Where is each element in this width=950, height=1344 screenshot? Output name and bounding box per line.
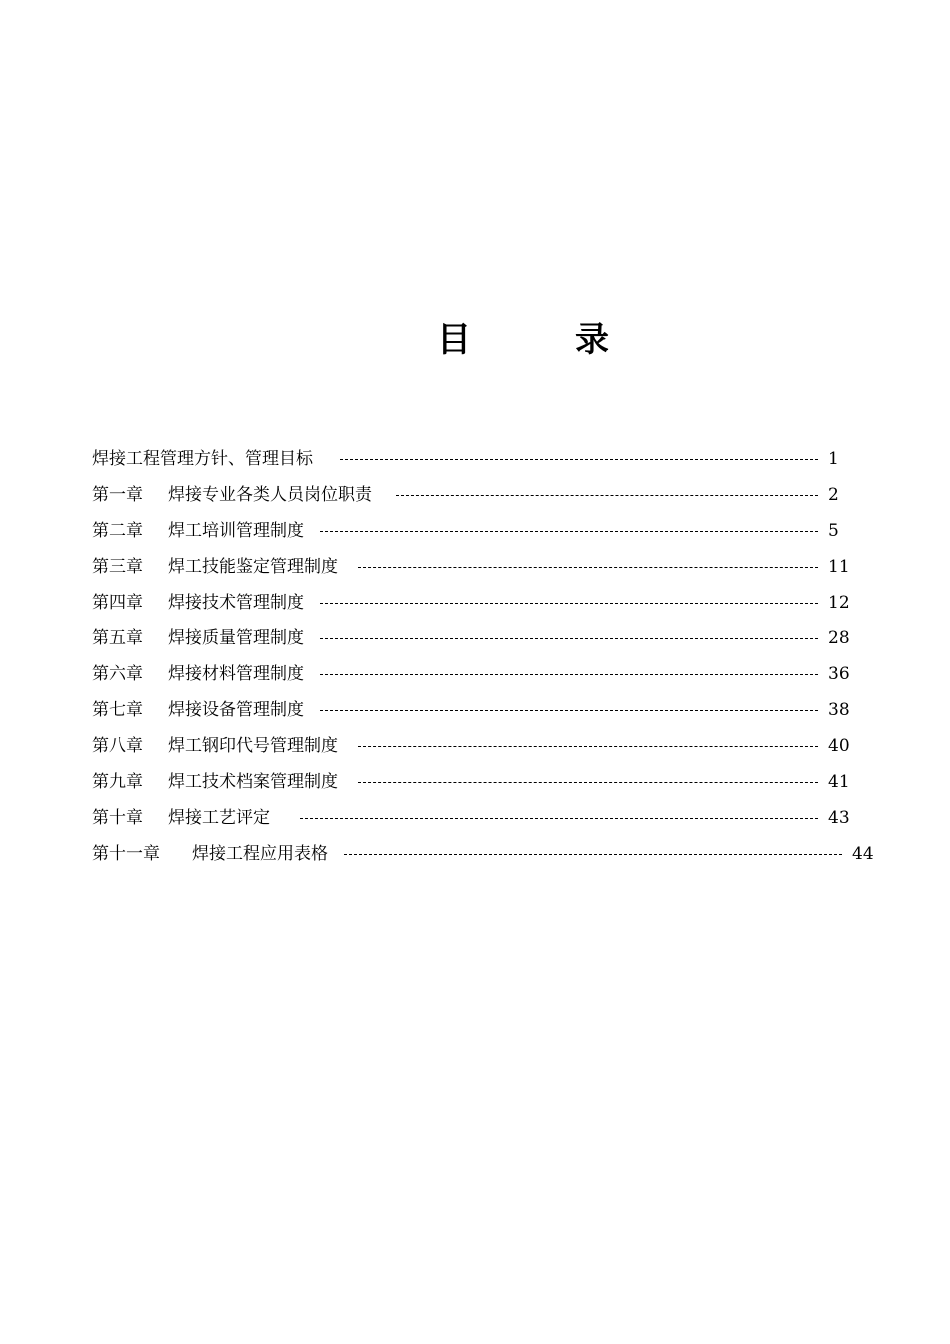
toc-entry[interactable] [0, 837, 950, 873]
toc-entry-page: 41 [828, 772, 850, 793]
toc-entry-page: 11 [828, 556, 850, 577]
toc-entry-chapter: 第四章 [92, 592, 143, 613]
toc-leader-dashes [396, 495, 818, 496]
toc-leader-dashes [358, 567, 818, 568]
toc-leader-dashes [358, 746, 818, 747]
toc-leader-dashes [320, 638, 818, 639]
toc-entry-name: 焊工技能鉴定管理制度 [168, 556, 338, 577]
toc-entry[interactable] [0, 514, 950, 550]
toc-leader-dashes [340, 459, 818, 460]
toc-entry-chapter: 第十章 [92, 807, 143, 828]
toc-entry[interactable] [0, 586, 950, 622]
toc-entry-name: 焊接工程管理方针、管理目标 [92, 449, 313, 469]
toc-entry-page: 36 [828, 664, 850, 685]
toc-entry-page: 12 [828, 592, 850, 613]
toc-list [0, 442, 950, 873]
toc-entry-page: 43 [828, 807, 850, 828]
toc-entry-name: 焊接工程应用表格 [192, 843, 328, 864]
toc-leader-dashes [320, 531, 818, 532]
toc-entry-page: 1 [828, 449, 839, 469]
toc-entry-chapter: 第六章 [92, 664, 143, 685]
toc-entry-chapter: 第八章 [92, 736, 143, 757]
toc-entry-chapter: 第二章 [92, 520, 143, 541]
toc-entry[interactable] [0, 478, 950, 514]
toc-leader-dashes [320, 674, 818, 675]
toc-entry-page: 28 [828, 628, 850, 649]
toc-entry-name: 焊接质量管理制度 [168, 628, 304, 649]
toc-leader-dashes [320, 710, 818, 711]
toc-entry[interactable] [0, 442, 950, 478]
toc-entry-page: 5 [828, 520, 839, 541]
toc-entry-chapter: 第三章 [92, 556, 143, 577]
toc-entry-name: 焊工钢印代号管理制度 [168, 736, 338, 757]
toc-entry-page: 40 [828, 736, 850, 757]
toc-entry-name: 焊接工艺评定 [168, 807, 270, 828]
toc-entry-chapter: 第十一章 [92, 843, 160, 864]
toc-entry-name: 焊接材料管理制度 [168, 664, 304, 685]
toc-entry[interactable] [0, 729, 950, 765]
toc-entry-page: 44 [852, 843, 874, 864]
toc-leader-dashes [344, 854, 842, 855]
toc-entry[interactable] [0, 693, 950, 729]
toc-entry-chapter: 第一章 [92, 484, 143, 505]
toc-entry[interactable] [0, 550, 950, 586]
toc-entry-name: 焊接专业各类人员岗位职责 [168, 484, 372, 505]
toc-title-char-1: 目 [437, 320, 471, 360]
toc-entry-page: 38 [828, 700, 850, 721]
toc-entry-name: 焊接设备管理制度 [168, 700, 304, 721]
toc-entry[interactable] [0, 765, 950, 801]
toc-entry-chapter: 第五章 [92, 628, 143, 649]
toc-entry[interactable] [0, 621, 950, 657]
toc-entry-name: 焊工技术档案管理制度 [168, 772, 338, 793]
toc-leader-dashes [300, 818, 818, 819]
toc-title-char-2: 录 [575, 320, 609, 360]
toc-entry-page: 2 [828, 484, 839, 505]
toc-entry-chapter: 第七章 [92, 700, 143, 721]
toc-leader-dashes [320, 603, 818, 604]
toc-entry-name: 焊工培训管理制度 [168, 520, 304, 541]
toc-entry-name: 焊接技术管理制度 [168, 592, 304, 613]
toc-entry-chapter: 第九章 [92, 772, 143, 793]
toc-entry[interactable] [0, 657, 950, 693]
toc-entry[interactable] [0, 801, 950, 837]
toc-title [0, 318, 950, 362]
toc-leader-dashes [358, 782, 818, 783]
